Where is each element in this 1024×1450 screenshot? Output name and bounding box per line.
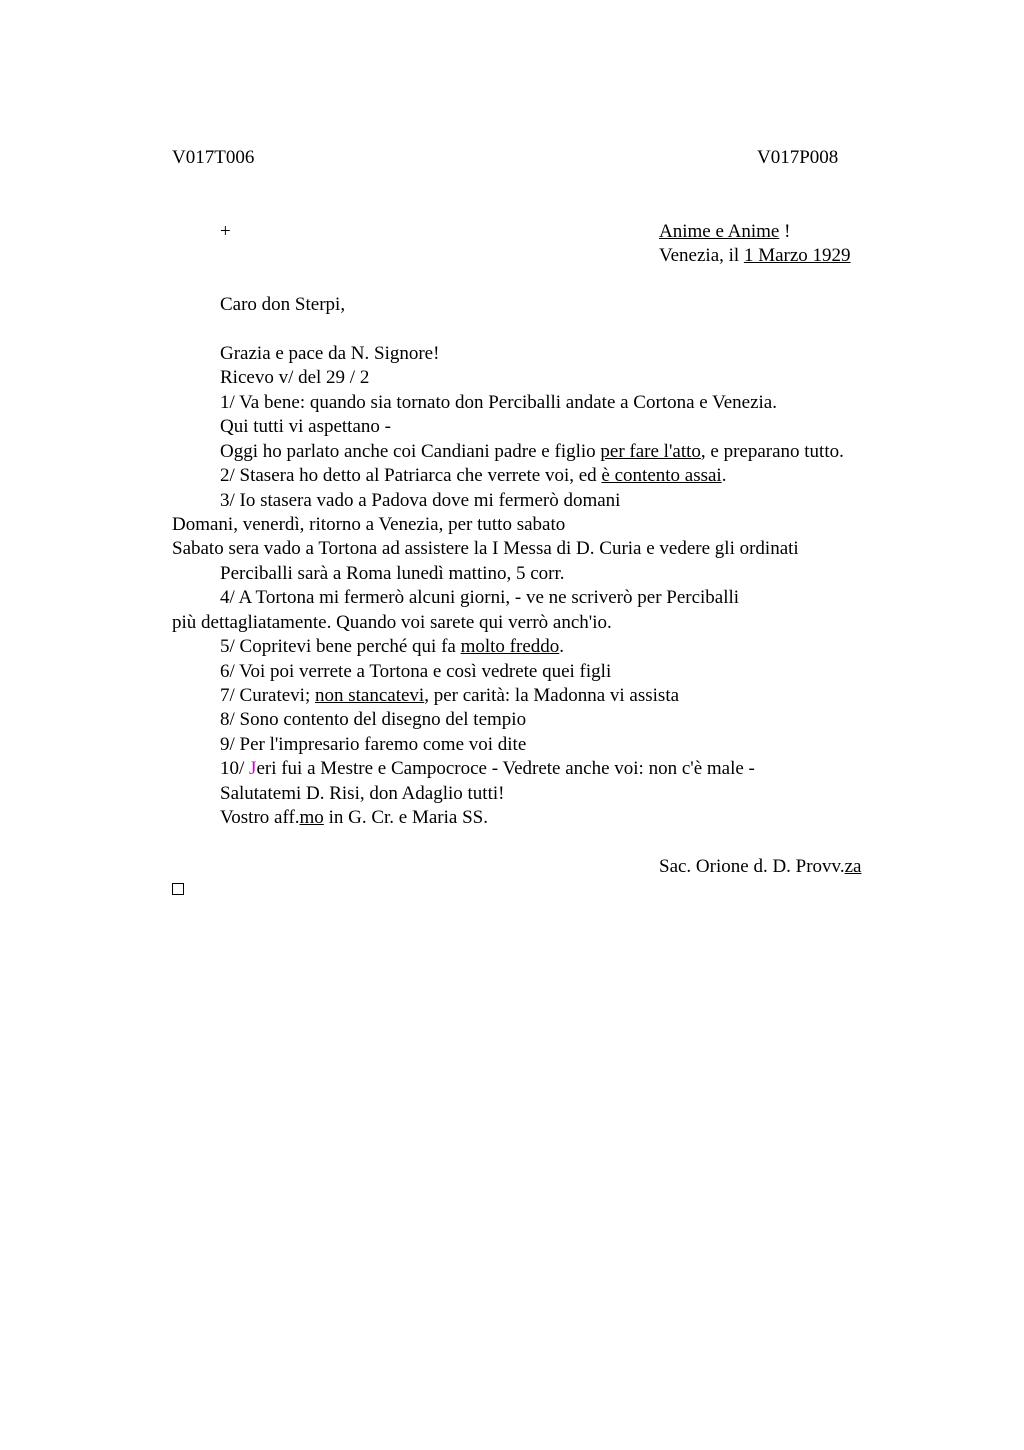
body-line: Ricevo v/ del 29 / 2 bbox=[220, 367, 370, 388]
place-date-line bbox=[659, 244, 851, 268]
signature-text: Sac. Orione d. D. Provv. bbox=[659, 856, 845, 877]
end-square-icon bbox=[172, 883, 184, 895]
body-line: Domani, venerdì, ritorno a Venezia, per tutto sabato bbox=[172, 514, 566, 535]
body-line: Grazia e pace da N. Signore! bbox=[220, 343, 440, 364]
archive-code-right: V017P008 bbox=[757, 147, 839, 168]
text-run: eri fui a Mestre e Campocroce - Vedrete anche voi: non c'è male - bbox=[256, 758, 755, 779]
salutation: Caro don Sterpi, bbox=[220, 294, 346, 315]
signature-suffix: za bbox=[844, 856, 862, 877]
letter-date: 1 Marzo 1929 bbox=[743, 245, 851, 266]
underlined-run: mo bbox=[299, 807, 324, 828]
underlined-run: per fare l'atto bbox=[600, 441, 701, 462]
text-run: Vostro aff. bbox=[220, 807, 300, 828]
body-line: Qui tutti vi aspettano - bbox=[220, 416, 391, 437]
body-line: 8/ Sono contento del disegno del tempio bbox=[220, 709, 527, 730]
body-line: 6/ Voi poi verrete a Tortona e così vedrete quei figli bbox=[220, 661, 612, 682]
text-run: 2/ Stasera ho detto al Patriarca che verrete voi, ed bbox=[220, 465, 602, 486]
body-line bbox=[220, 440, 844, 464]
text-run: . bbox=[721, 465, 727, 486]
body-line: 3/ Io stasera vado a Padova dove mi fermerò domani bbox=[220, 490, 621, 511]
text-run: Oggi ho parlato anche coi Candiani padre e figlio bbox=[220, 441, 601, 462]
motto-exclamation: ! bbox=[779, 221, 791, 242]
text-run: in G. Cr. e Maria SS. bbox=[323, 807, 488, 828]
signature bbox=[659, 855, 861, 879]
underlined-run: è contento assai bbox=[601, 465, 722, 486]
text-run: , e preparano tutto. bbox=[700, 441, 844, 462]
underlined-run: non stancatevi bbox=[314, 685, 425, 706]
cross-mark: + bbox=[220, 221, 231, 242]
underlined-run: molto freddo bbox=[460, 636, 560, 657]
highlighted-letter: J bbox=[249, 758, 257, 779]
body-line bbox=[220, 635, 564, 659]
text-run: 5/ Copritevi bene perché qui fa bbox=[220, 636, 461, 657]
archive-code-left: V017T006 bbox=[172, 147, 255, 168]
body-line: 9/ Per l'impresario faremo come voi dite bbox=[220, 734, 527, 755]
closing-line bbox=[220, 806, 488, 830]
body-line: 1/ Va bene: quando sia tornato don Perciballi andate a Cortona e Venezia. bbox=[220, 392, 777, 413]
body-line: Perciballi sarà a Roma lunedì mattino, 5 corr. bbox=[220, 563, 565, 584]
body-line bbox=[220, 684, 679, 708]
body-line: più dettagliatamente. Quando voi sarete qui verrò anch'io. bbox=[172, 612, 612, 633]
body-line bbox=[220, 757, 755, 781]
motto-line bbox=[659, 220, 790, 244]
body-line: Sabato sera vado a Tortona ad assistere la I Messa di D. Curia e vedere gli ordinati bbox=[172, 538, 799, 559]
text-run: . bbox=[559, 636, 565, 657]
body-line: 4/ A Tortona mi fermerò alcuni giorni, - ve ne scriverò per Perciballi bbox=[220, 587, 740, 608]
motto: Anime e Anime bbox=[659, 221, 780, 242]
body-line: Salutatemi D. Risi, don Adaglio tutti! bbox=[220, 783, 505, 804]
text-run: 10/ bbox=[220, 758, 250, 779]
place-prefix: Venezia, il bbox=[659, 245, 744, 266]
text-run: 7/ Curatevi; bbox=[220, 685, 315, 706]
text-run: , per carità: la Madonna vi assista bbox=[424, 685, 680, 706]
body-line bbox=[220, 464, 726, 488]
